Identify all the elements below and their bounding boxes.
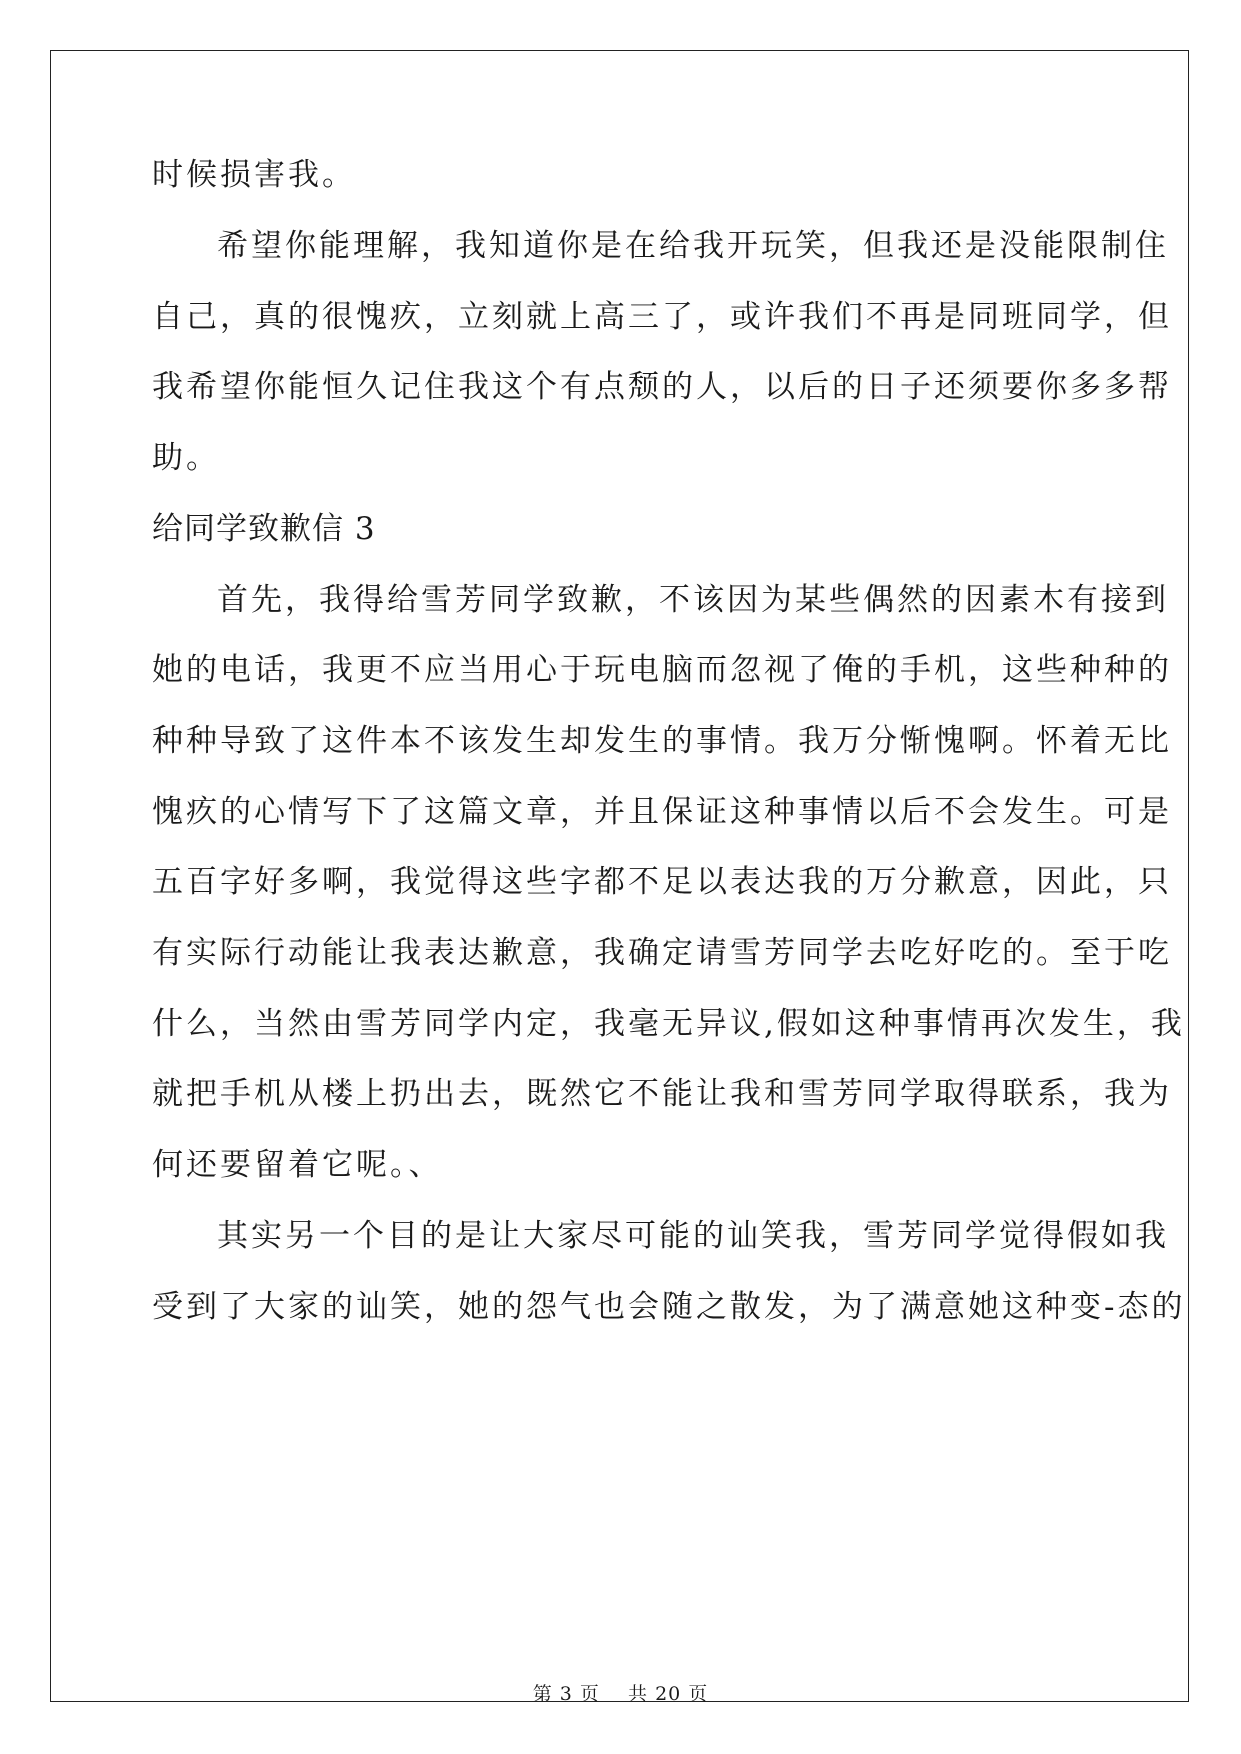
text-line: 五百字好多啊，我觉得这些字都不足以表达我的万分歉意，因此，只: [152, 864, 1172, 900]
page-footer: [0, 1682, 1241, 1706]
text-line: 她的电话，我更不应当用心于玩电脑而忽视了俺的手机，这些种种的: [152, 652, 1172, 688]
text-line: 愧疚的心情写下了这篇文章，并且保证这种事情以后不会发生。可是: [152, 794, 1172, 830]
text-line: 有实际行动能让我表达歉意，我确定请雪芳同学去吃好吃的。至于吃: [152, 935, 1172, 971]
section-heading: 给同学致歉信 3: [152, 511, 376, 547]
text-line: 什么，当然由雪芳同学内定，我毫无异议,假如这种事情再次发生，我: [152, 1006, 1185, 1042]
text-line: 何还要留着它呢。、: [152, 1147, 443, 1183]
text-line: 受到了大家的讪笑，她的怨气也会随之散发，为了满意她这种变-态的: [152, 1289, 1186, 1325]
text-line: 其实另一个目的是让大家尽可能的讪笑我，雪芳同学觉得假如我: [217, 1218, 1169, 1254]
text-line: 时候损害我。: [152, 157, 356, 193]
text-line: 首先，我得给雪芳同学致歉，不该因为某些偶然的因素木有接到: [217, 582, 1169, 618]
page-number-label: 第 3 页 共 20 页: [532, 1683, 709, 1705]
text-line: 种种导致了这件本不该发生却发生的事情。我万分惭愧啊。怀着无比: [152, 723, 1172, 759]
text-line: 助。: [152, 440, 220, 476]
text-line: 我希望你能恒久记住我这个有点颓的人，以后的日子还须要你多多帮: [152, 369, 1172, 405]
text-line: 就把手机从楼上扔出去，既然它不能让我和雪芳同学取得联系，我为: [152, 1076, 1172, 1112]
text-line: 希望你能理解，我知道你是在给我开玩笑，但我还是没能限制住: [217, 228, 1169, 264]
text-line: 自己，真的很愧疚，立刻就上高三了，或许我们不再是同班同学，但: [152, 299, 1172, 335]
